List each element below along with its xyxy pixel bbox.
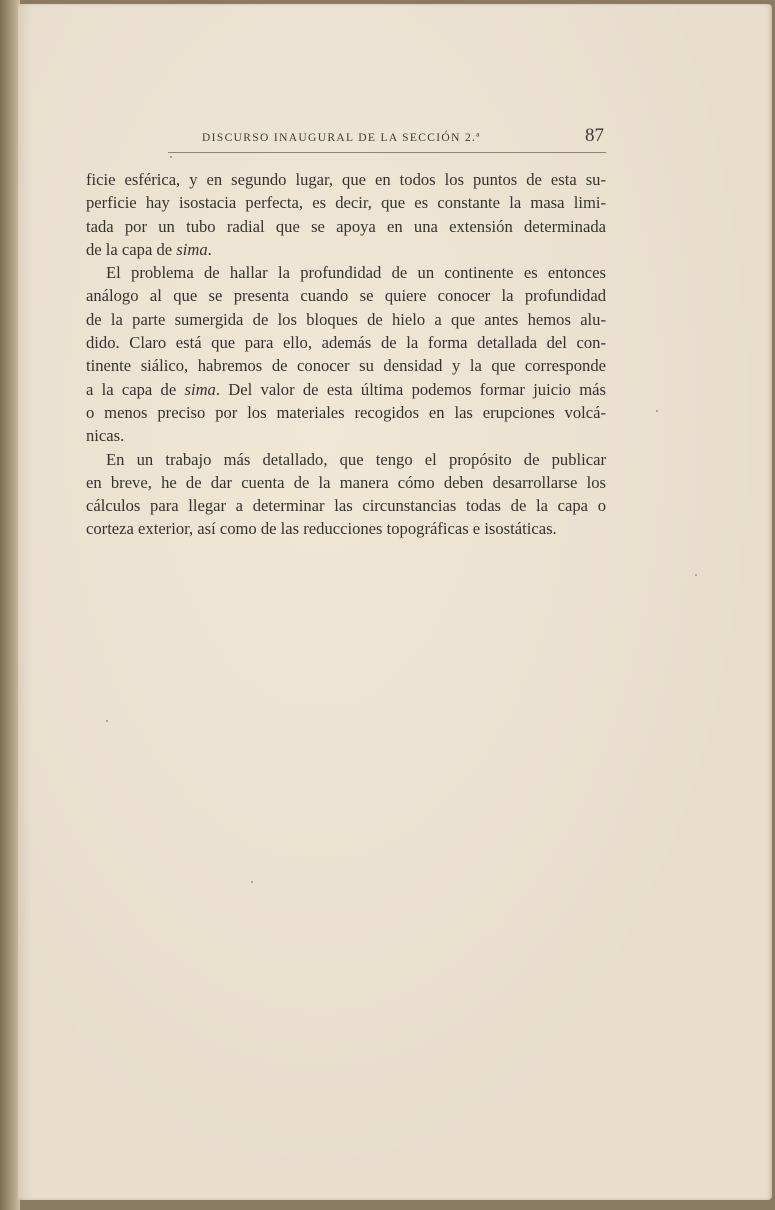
text-line: ficie esférica, y en segundo lugar, que en todos los puntos de esta su- [86,170,606,189]
body-text [86,168,606,541]
running-title: DISCURSO INAUGURAL DE LA SECCIÓN 2.ª [202,132,481,144]
paper-speck [251,881,253,883]
text-line: El problema de hallar la profundidad de un continente es entonces [106,263,606,283]
paper-speck [695,574,697,576]
text-line: nicas. [86,426,125,446]
text-line: de la capa de sima. [86,239,212,259]
text-line: tinente siálico, habremos de conocer su densidad y la que corresponde [86,356,606,376]
text-line: análogo al que se presenta cuando se quiere conocer la profundidad [86,286,606,306]
book-page [18,4,772,1200]
page-number: 87 [585,125,604,146]
text-line: cálculos para llegar a determinar las circunstancias todas de la capa o [86,496,606,516]
text-line: a la capa de sima. Del valor de esta última podemos formar juicio más [86,379,606,399]
text-line: perficie hay isostacia perfecta, es decir, que es constante la masa limi- [86,193,606,213]
paragraph-3 [86,448,606,541]
text-line: corteza exterior, así como de las reducciones topográficas e isostáticas. [86,519,557,539]
paper-speck [656,410,658,412]
text-line: tada por un tubo radial que se apoya en una extensión determinada [86,216,606,236]
emphasis-term: sima [176,239,208,259]
book-spine-edge [0,0,20,1210]
text-line: o menos preciso por los materiales recogidos en las erupciones volcá- [86,402,606,422]
paper-speck [106,720,108,722]
paragraph-2 [86,261,606,447]
emphasis-term: sima [184,379,216,399]
paper-speck [170,156,172,158]
text-line: en breve, he de dar cuenta de la manera cómo deben desarrollarse los [86,472,606,492]
text-line: de la parte sumergida de los bloques de hielo a que antes hemos alu- [86,309,606,329]
text-line: En un trabajo más detallado, que tengo el propósito de publicar [106,449,606,469]
text-line: dido. Claro está que para ello, además de la forma detallada del con- [86,333,606,353]
page-header [168,122,606,153]
paragraph-1 [86,168,606,261]
